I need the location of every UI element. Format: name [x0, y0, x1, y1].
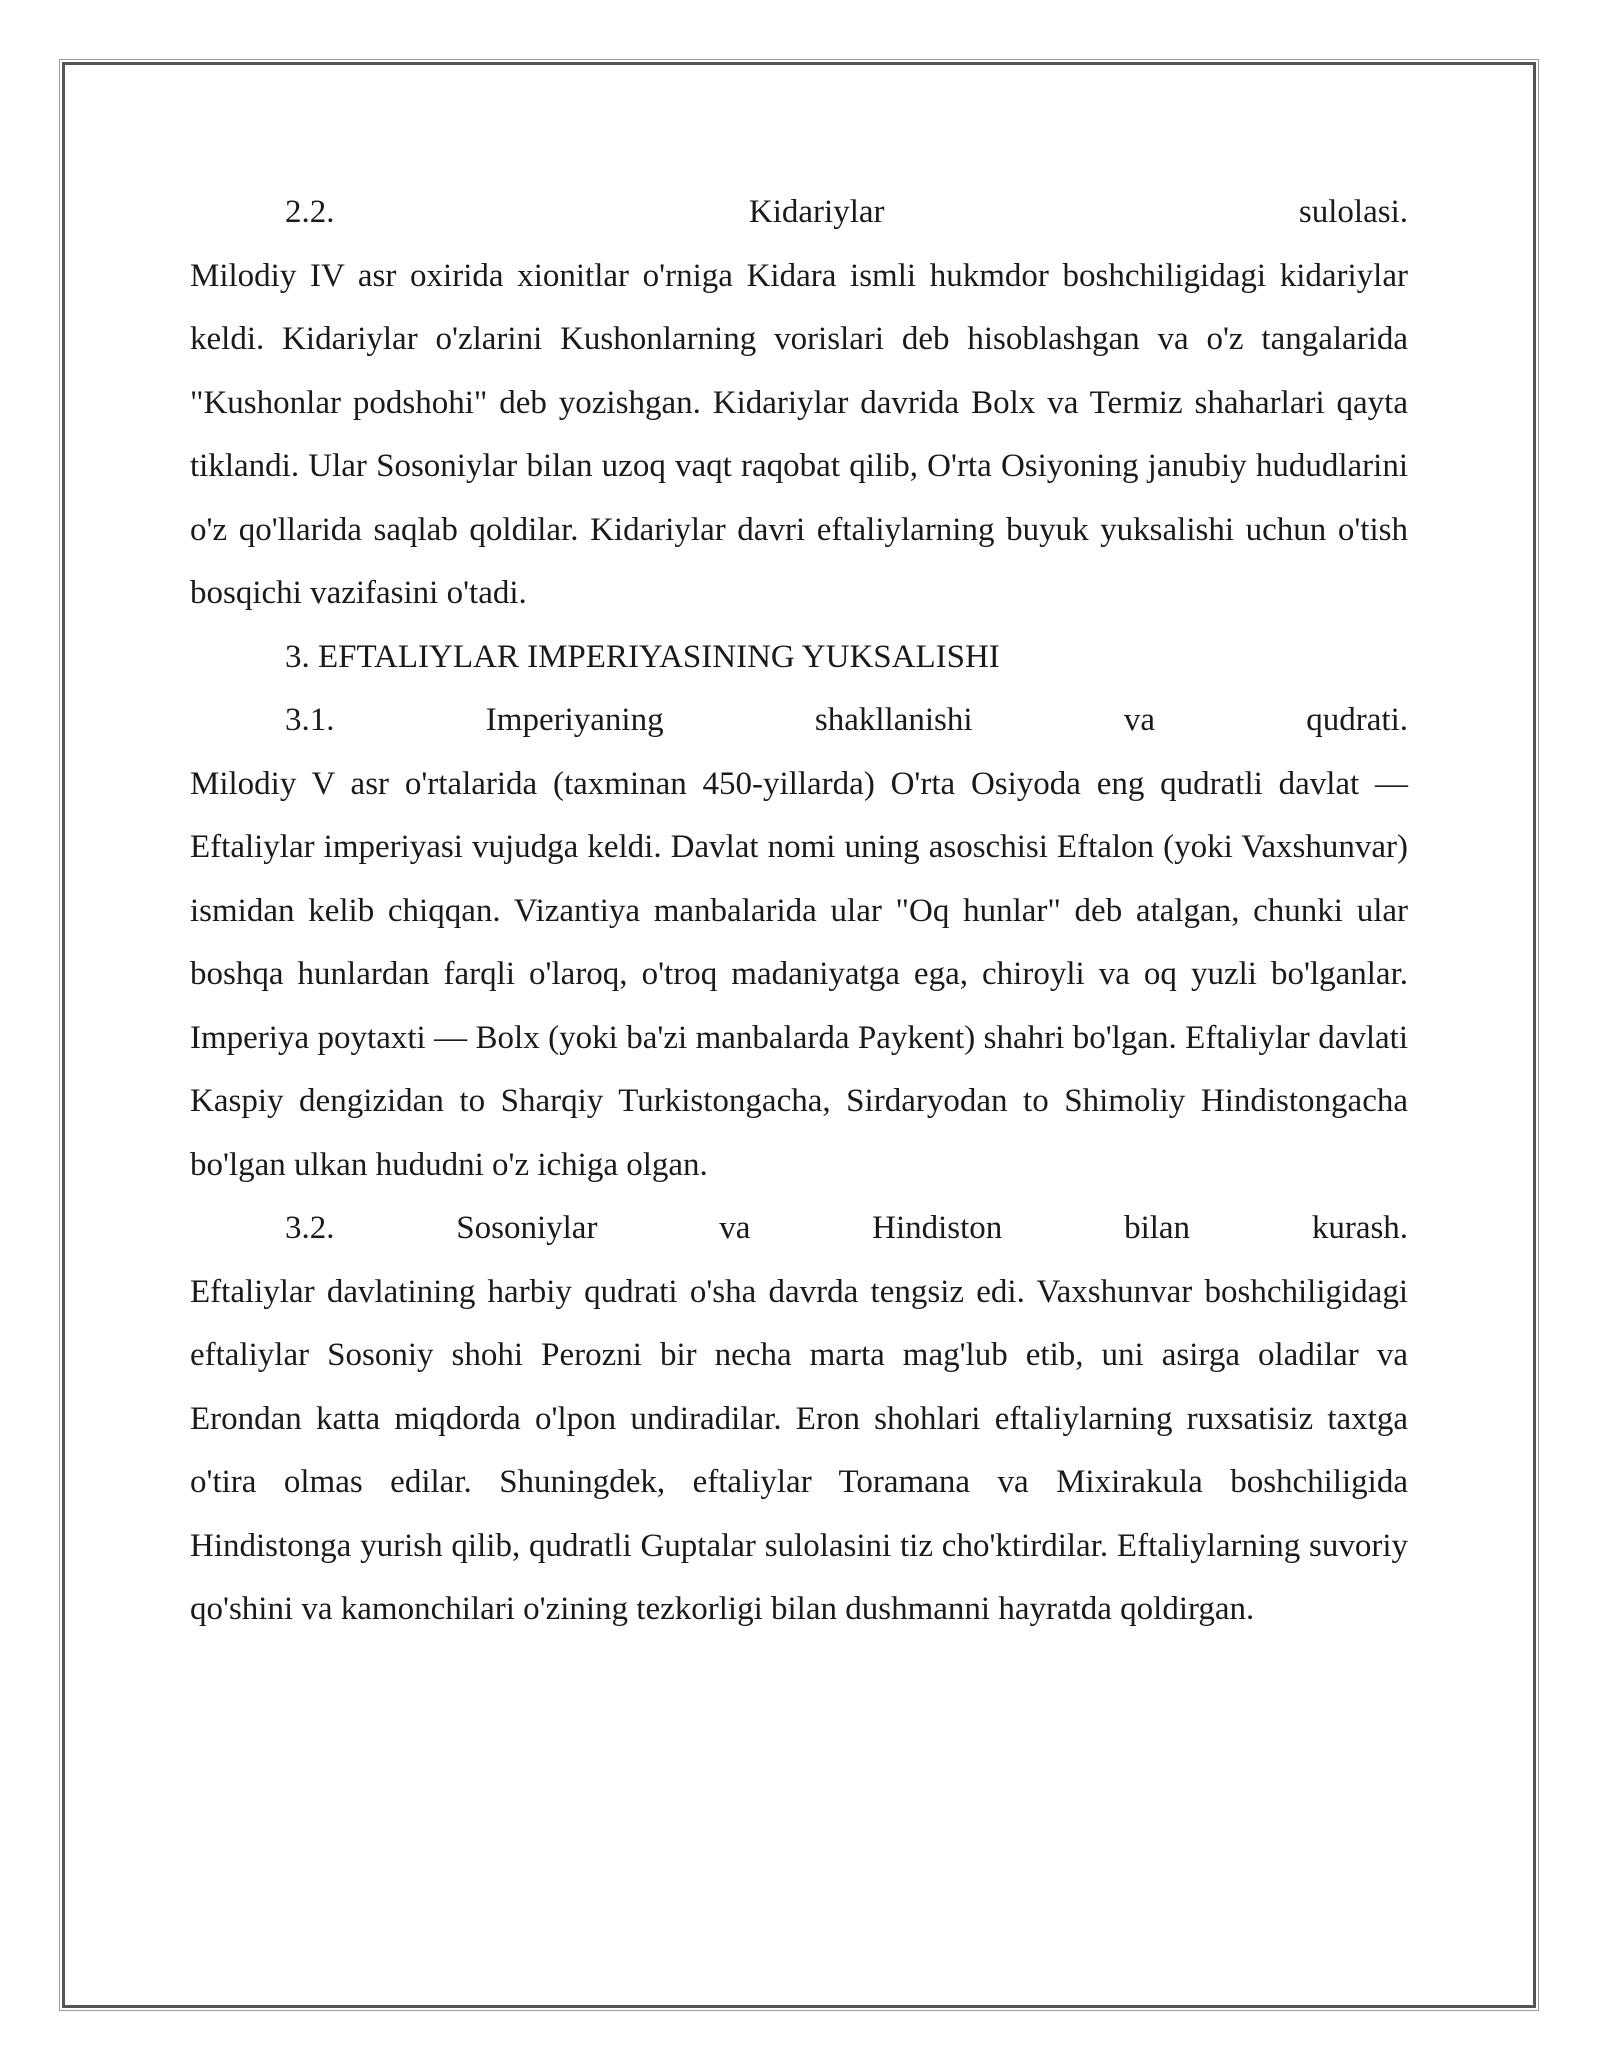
heading-word: va: [719, 1210, 751, 1246]
heading-word: bilan: [1124, 1210, 1191, 1246]
paragraph-kidariylar: Milodiy IV asr oxirida xionitlar o'rniga Kidara ismli hukmdor boshchiligidagi kidariylar keldi. Kidariylar o'zlarini Kushonlarning vorislari deb hisoblashgan va o'z tangalarida "Kushonlar podshohi" deb yozishgan. Kidariylar davrida Bolx va Termiz shaharlari qayta tiklandi. Ular Sosoniylar bilan uzoq vaqt raqobat qilib, O'rta Osiyoning janubiy hududlarini o'z qo'llarida saqlab qoldilar. Kidariylar davri eftaliylarning buyuk yuksalishi uchun o'tish bosqichi vazifasini o'tadi.: [190, 257, 1408, 611]
heading-word: sulolasi.: [1298, 194, 1409, 230]
chapter-title: 3. EFTALIYLAR IMPERIYASINING YUKSALISHI: [285, 638, 1000, 675]
heading-word: kurash.: [1311, 1210, 1409, 1246]
heading-word: 3.1.: [285, 702, 335, 738]
section-heading-3-1: [190, 689, 1408, 753]
heading-word: Hindiston: [872, 1210, 1003, 1246]
paragraph-imperiya: Milodiy V asr o'rtalarida (taxminan 450-yillarda) O'rta Osiyoda eng qudratli davlat — Eftaliylar imperiyasi vujudga keldi. Davlat nomi uning asoschisi Eftalon (yoki Vaxshunvar) ismidan kelib chiqqan. Vizantiya manbalarida ular "Oq hunlar" deb atalgan, chunki ular boshqa hunlardan farqli o'laroq, o'troq madaniyatga ega, chiroyli va oq yuzli bo'lganlar. Imperiya poytaxti — Bolx (yoki ba'zi manbalarda Paykent) shahri bo'lgan. Eftaliylar davlati Kaspiy dengizidan to Sharqiy Turkistongacha, Sirdaryodan to Shimoliy Hindistongacha bo'lgan ulkan hududni o'z ichiga olgan.: [190, 765, 1408, 1183]
heading-word: Sosoniylar: [456, 1210, 598, 1246]
paragraph-kurash: Eftaliylar davlatining harbiy qudrati o'sha davrda tengsiz edi. Vaxshunvar boshchiligidagi eftaliylar Sosoniy shohi Perozni bir necha marta mag'lub etib, uni asirga oladilar va Erondan katta miqdorda o'lpon undiradilar. Eron shohlari eftaliylarning ruxsatisiz taxtga o'tira olmas edilar. Shuningdek, eftaliylar Toramana va Mixirakula boshchiligida Hindistonga yurish qilib, qudratli Guptalar sulolasini tiz cho'ktirdilar. Eftaliylarning suvoriy qo'shini va kamonchilari o'zining tezkorligi bilan dushmanni hayratda qoldirgan.: [190, 1273, 1408, 1627]
heading-word: shakllanishi: [814, 702, 973, 738]
heading-word: Kidariylar: [748, 194, 885, 230]
heading-word: Imperiyaning: [485, 702, 664, 738]
section-heading-3-2: [190, 1197, 1408, 1261]
heading-word: va: [1123, 702, 1155, 738]
document-body: [190, 181, 1408, 1642]
heading-word: 2.2.: [285, 194, 335, 230]
heading-word: qudrati.: [1306, 702, 1409, 738]
heading-word: 3.2.: [285, 1210, 335, 1246]
section-heading-2-2: [190, 181, 1408, 245]
